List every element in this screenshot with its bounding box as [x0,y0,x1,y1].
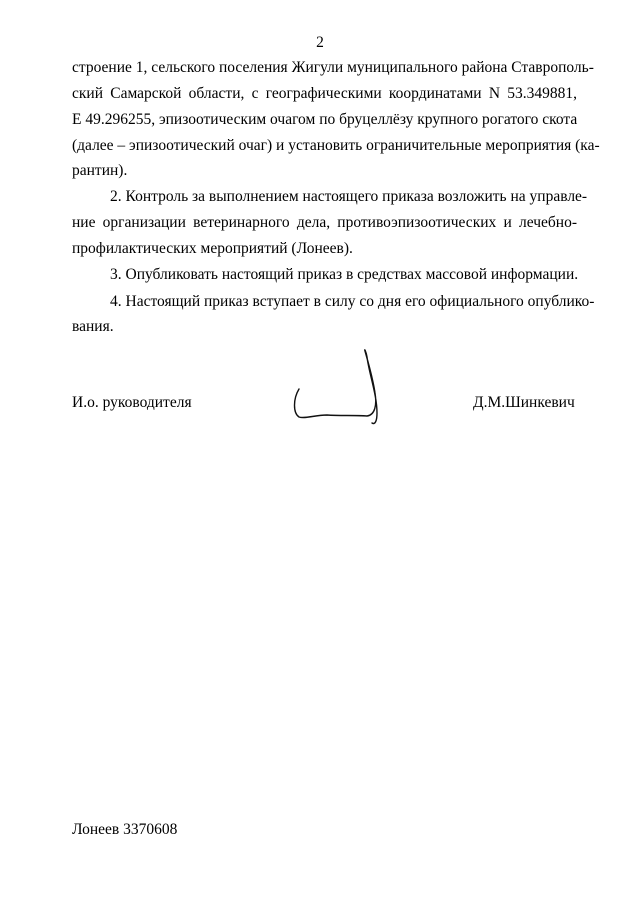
page-number: 2 [316,34,324,51]
paragraph-1-line-1: строение 1, сельского поселения Жигули муниципального района Ставрополь- [72,59,594,76]
paragraph-4-line-2: вания. [72,318,114,335]
paragraph-1-line-2: ский Самарской области, с географическими координатами N 53.349881, [72,85,577,102]
paragraph-1-line-4: (далее – эпизоотический очаг) и установить ограничительные мероприятия (ка- [72,137,600,154]
paragraph-2-line-3: профилактических мероприятий (Лонеев). [72,240,353,257]
signature-block [0,340,640,440]
signatory-name: Д.М.Шинкевич [473,394,575,411]
paragraph-2-line-1: 2. Контроль за выполнением настоящего приказа возложить на управле- [110,188,588,205]
paragraph-3-line-1: 3. Опубликовать настоящий приказ в средствах массовой информации. [110,266,579,283]
handwritten-signature [285,345,385,435]
paragraph-4-line-1: 4. Настоящий приказ вступает в силу со дня его официального опублико- [110,293,595,310]
executor-reference: Лонеев 3370608 [72,821,178,838]
paragraph-2-line-2: ние организации ветеринарного дела, противоэпизоотических и лечебно- [72,214,577,231]
signatory-title: И.о. руководителя [72,394,192,411]
paragraph-1-line-3: E 49.296255, эпизоотическим очагом по бруцеллёзу крупного рогатого скота [72,111,578,128]
paragraph-1-line-5: рантин). [72,162,128,179]
